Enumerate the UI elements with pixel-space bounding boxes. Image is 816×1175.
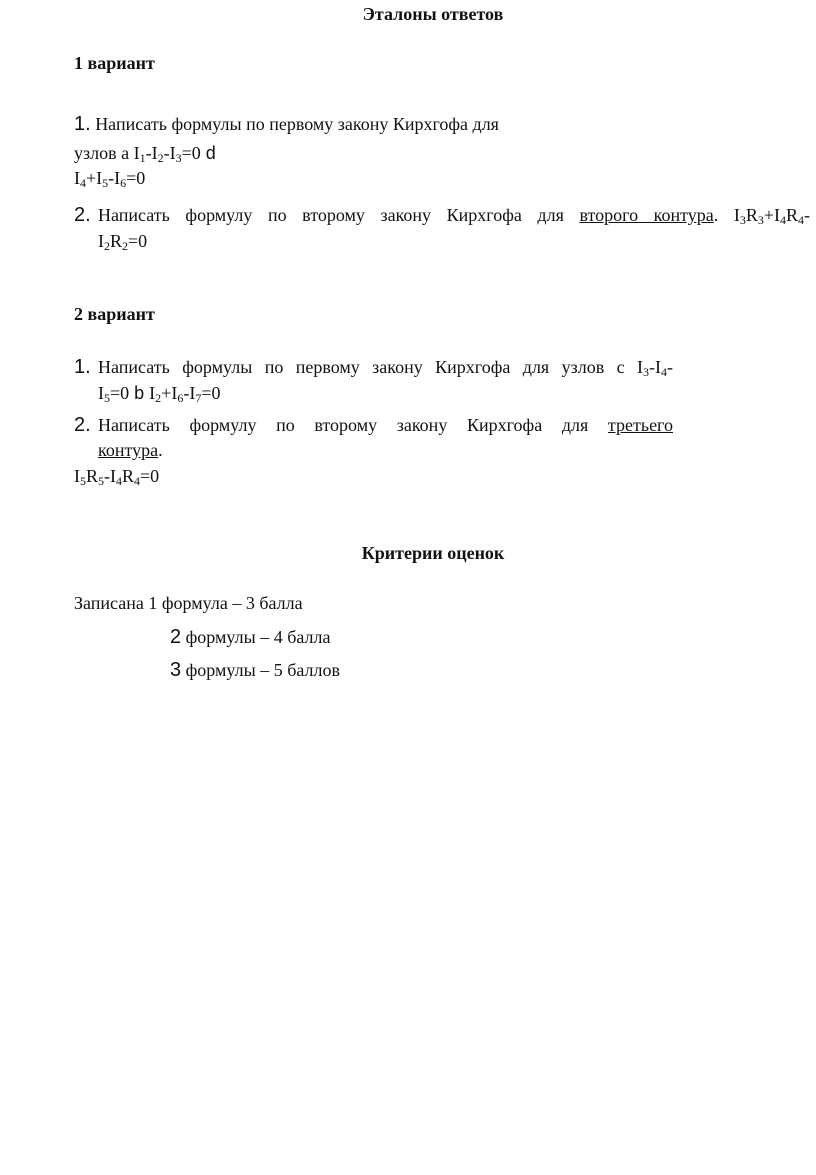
variant-2-formula-1	[98, 383, 220, 404]
question-text: Написать формулы по первому закону Кирхгофа для	[95, 114, 499, 134]
criteria-line-1: Записана 1 формула – 3 балла	[74, 593, 303, 613]
question-number: 1.	[74, 356, 91, 378]
variant-2-question-1-line-1	[98, 357, 673, 378]
question-number: 2.	[74, 414, 91, 436]
variant-2-question-2-line-2	[98, 440, 163, 461]
formula-text: $I_2R_2=0$	[98, 231, 148, 253]
variant-1-formula-2	[74, 168, 145, 189]
criteria-count: 3	[170, 659, 182, 681]
variant-2-formula-2	[74, 466, 159, 487]
variant-1-question-2-number	[74, 204, 91, 227]
underlined-term: контура	[98, 440, 159, 460]
formula-text: $I_4+I_5-I_6=0$	[74, 168, 146, 190]
question-number: 1.	[74, 113, 91, 135]
variant-1-formula-3	[98, 231, 147, 252]
question-text: Написать формулы по первому закону Кирхгофа для узлов с	[98, 357, 625, 377]
formula-text: $I_3-I_4-$	[637, 357, 674, 379]
formula-prefix: узлов а	[74, 143, 134, 163]
underlined-term: второго контура	[579, 205, 714, 225]
question-text: Написать формулу по второму закону Кирхгофа для	[98, 205, 564, 225]
variant-2-question-1-number	[74, 356, 91, 379]
criteria-text: формулы – 4 балла	[181, 627, 331, 647]
formula-text: $I_2+I_6-I_7=0$	[149, 383, 221, 405]
node-label: d	[200, 143, 216, 163]
formula-text: $I_3R_3+I_4R_4-$	[733, 205, 811, 227]
question-number: 2.	[74, 204, 91, 226]
formula-text: $I_1-I_2-I_3=0$	[133, 143, 201, 165]
variant-1-question-1	[74, 113, 499, 136]
variant-1-heading: 1 вариант	[74, 53, 155, 73]
formula-text: $I_5R_5-I_4R_4=0$	[74, 466, 160, 488]
variant-1-question-2-line-1	[98, 205, 810, 226]
underlined-term: третьего	[607, 415, 673, 435]
page-title: Эталоны ответов	[362, 4, 504, 24]
punctuation: .	[713, 205, 719, 225]
criteria-text: формулы – 5 баллов	[181, 660, 340, 680]
formula-text: $I_5=0$	[98, 383, 130, 405]
variant-2-heading: 2 вариант	[74, 304, 155, 324]
question-text: Написать формулу по второму закону Кирхгофа для	[98, 415, 589, 435]
node-label: b	[129, 383, 150, 403]
variant-2-question-2-number	[74, 414, 91, 437]
variant-1-formula-1	[74, 143, 216, 164]
punctuation: .	[158, 440, 163, 460]
criteria-line-3	[170, 659, 340, 682]
variant-2-question-2-line-1	[98, 415, 673, 436]
criteria-line-2	[170, 626, 330, 649]
criteria-count: 2	[170, 626, 182, 648]
criteria-title: Критерии оценок	[361, 543, 505, 563]
